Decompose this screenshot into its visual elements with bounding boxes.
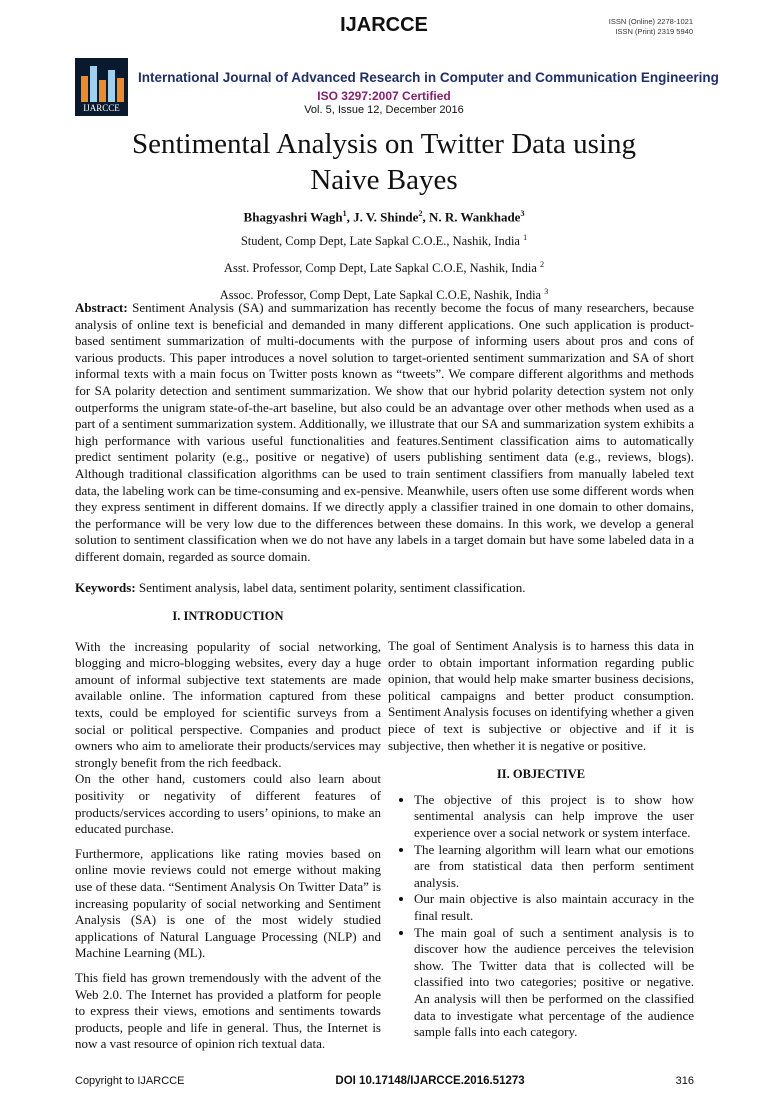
journal-short-name: IJARCCE	[340, 14, 428, 36]
title-line: Sentimental Analysis on Twitter Data using	[131, 128, 637, 160]
author: N. R. Wankhade	[428, 209, 521, 225]
paragraph: On the other hand, customers could also learn about positivity or negativity of different features of products/services according to users’ opinions, to make an educated purchase.	[75, 771, 381, 837]
title-line: Naive Bayes	[310, 164, 458, 196]
author-sup: 2	[418, 209, 423, 218]
list-item: • The objective of this project is to show how sentimental analysis can help improve the user experience over a social network or system interface.	[414, 792, 694, 842]
section-heading-objective: II. OBJECTIVE	[496, 767, 586, 782]
author: Bhagyashri Wagh	[243, 209, 343, 225]
logo-text: IJARCCE	[83, 103, 120, 113]
section-heading-introduction: I. INTRODUCTION	[172, 609, 284, 624]
certification: ISO 3297:2007 Certified	[317, 89, 451, 103]
author: J. V. Shinde	[353, 209, 419, 225]
objective-list	[388, 792, 694, 1041]
abstract	[75, 300, 694, 566]
paragraph: The goal of Sentiment Analysis is to harness this data in order to obtain important information regarding public opinion, that would help make smarter business decisions, political campaigns and better product consumption. Sentiment Analysis focuses on identifying whether a given piece of text is subjective or objective and if it is subjective, then whether it is negative or positive.	[388, 638, 694, 753]
abstract-label: Abstract:	[75, 300, 128, 315]
keywords	[75, 580, 694, 597]
footer-copyright: Copyright to IJARCCE	[75, 1074, 185, 1087]
right-column	[388, 638, 694, 1041]
affiliation: Assoc. Professor, Comp Dept, Late Sapkal C.O.E, Nashik, India $^3$	[219, 287, 549, 303]
issn-print: ISSN (Print) 2319 5940	[615, 27, 693, 36]
keywords-text: Sentiment analysis, label data, sentiment polarity, sentiment classification.	[135, 579, 526, 595]
affiliation: Student, Comp Dept, Late Sapkal C.O.E., Nashik, India $^1$	[240, 233, 528, 249]
author-sup: 1	[342, 209, 347, 218]
keywords-label: Keywords:	[75, 579, 136, 595]
page-number: 316	[675, 1074, 694, 1087]
list-item: • Our main objective is also maintain accuracy in the final result.	[414, 891, 694, 924]
list-item: • The learning algorithm will learn what our emotions are from statistical data then perform sentiment analysis.	[414, 842, 694, 892]
list-item: • The main goal of such a sentiment analysis is to discover how the audience perceives the television show. The Twitter data that is collected will be classified into two categories; positive or negative. An analysis will then be performed on the classified data to investigate what percentage of the audience sample falls into each category.	[414, 925, 694, 1041]
issn-online: ISSN (Online) 2278-1021	[608, 17, 693, 26]
paragraph: This field has grown tremendously with the advent of the Web 2.0. The Internet has provided a platform for people to express their views, emotions and sentiments towards products, people and life in general. Thus, the Internet is now a vast resource of opinion rich textual data.	[75, 969, 381, 1052]
author-sup: 3	[520, 209, 525, 218]
paragraph: Furthermore, applications like rating movies based on online movie reviews could not emerge without making use of these data. “Sentiment Analysis On Twitter Data” is increasing popularity of social networking and Sentiment Analysis (SA) is one of the most widely studied applications of Natural Language Processing (NLP) and Machine Learning (ML).	[75, 845, 381, 961]
abstract-text: Sentiment Analysis (SA) and summarization has recently become the focus of many researchers, because analysis of online text is beneficial and demanded in many different applications. One such application is product-based sentiment summarization of multi-documents with the purpose of informing users about pros and cons of various products. This paper introduces a novel solution to target-oriented sentiment summarization and SA of short informal texts with a main focus on Twitter posts known as “tweets”. We compare different algorithms and methods for SA polarity detection and sentiment summarization. We show that our hybrid polarity detection system not only outperforms the unigram state-of-the-art baseline, but also could be an advantage over other methods when used as a part of a sentiment summarization system. Additionally, we illustrate that our SA and summarization system exhibits a high performance with various useful functionalities and features.Sentiment classification aims to automatically predict sentiment polarity (e.g., positive or negative) of users publishing sentiment data (e.g., reviews, blogs). Although traditional classification algorithms can be used to train sentiment classifiers from manually labeled text data, the labeling work can be time-consuming and ex-pensive. Meanwhile, users often use some different words when they express sentiment in different domains. If we directly apply a classifier trained in one domain to other domains, the performance will be very low due to the differences between these domains. In this work, we develop a general solution to sentiment classification when we do not have any labels in a target domain but have some labeled data in a different domain, regarded as source domain.	[75, 300, 694, 564]
footer-doi[interactable]: DOI 10.17148/IJARCCE.2016.51273	[335, 1074, 525, 1087]
authors: Bhagyashri Wagh$^1$, J. V. Shinde$^2$, N. R. Wankhade$^3$	[243, 209, 525, 225]
left-column	[75, 608, 381, 1053]
journal-full-name: International Journal of Advanced Research in Computer and Communication Engineering	[138, 70, 719, 85]
two-columns	[75, 608, 694, 1053]
paragraph: With the increasing popularity of social networking, blogging and micro-blogging websites, every day a huge amount of informal subjective text statements are made available online. The information captured from these texts, could be employed for scientific surveys from a social or political perspective. Companies and product owners who aim to ameliorate their products/services may strongly benefit from the rich feedback.	[75, 638, 381, 770]
footer	[75, 1075, 694, 1087]
affiliation: Asst. Professor, Comp Dept, Late Sapkal C.O.E, Nashik, India $^2$	[223, 260, 545, 276]
volume-issue: Vol. 5, Issue 12, December 2016	[304, 104, 464, 116]
